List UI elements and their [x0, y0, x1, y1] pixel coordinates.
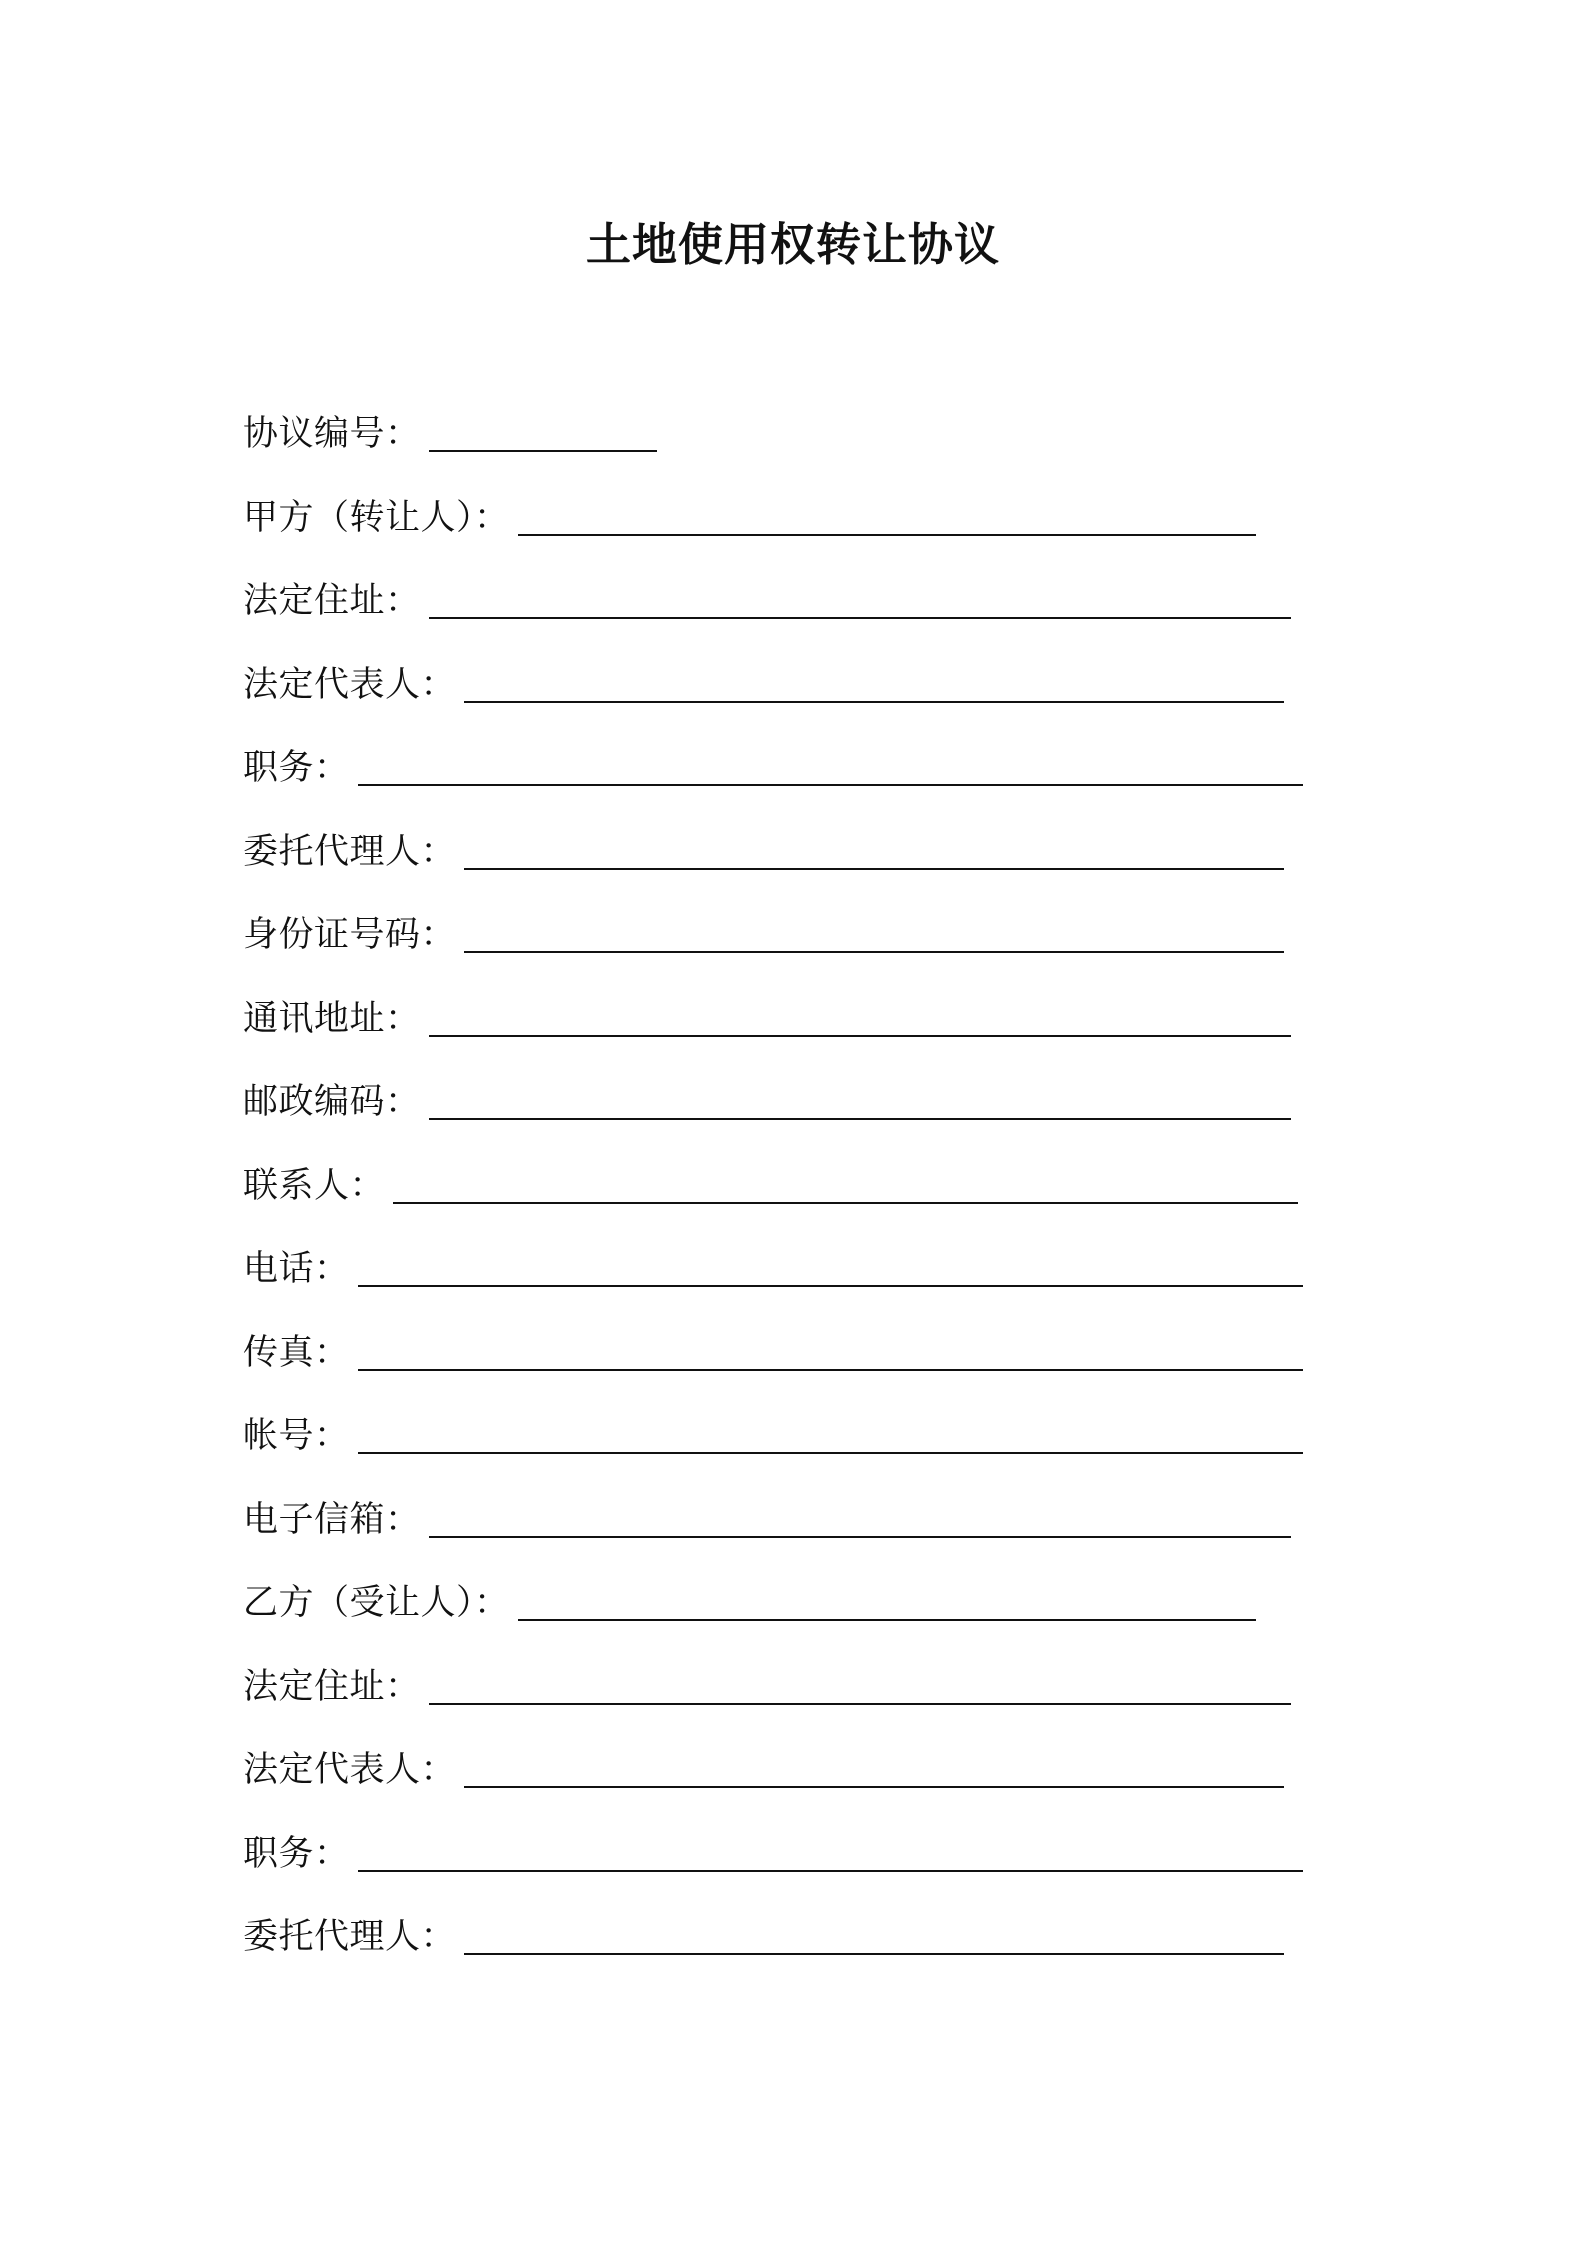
blank-line[interactable]	[429, 1490, 1291, 1538]
blank-line[interactable]	[464, 655, 1284, 703]
field-party-a-agent	[243, 822, 1383, 906]
field-party-b-legal-representative	[243, 1740, 1383, 1824]
field-party-b-legal-address	[243, 1657, 1383, 1741]
field-party-a-phone	[243, 1239, 1383, 1323]
field-agreement-number	[243, 404, 1383, 488]
blank-line[interactable]	[464, 1907, 1284, 1955]
field-label: 身份证号码：	[243, 915, 457, 955]
field-party-a-postal-code	[243, 1072, 1383, 1156]
document-title: 土地使用权转让协议	[585, 218, 1000, 271]
field-label: 职务：	[243, 748, 350, 788]
blank-line[interactable]	[358, 1239, 1303, 1287]
field-party-b-transferee	[243, 1573, 1383, 1657]
blank-line[interactable]	[393, 1156, 1298, 1204]
field-party-a-position	[243, 738, 1383, 822]
field-label: 联系人：	[243, 1165, 386, 1206]
party-info-form	[243, 404, 1383, 1991]
blank-line[interactable]	[518, 488, 1256, 536]
blank-line[interactable]	[358, 1824, 1303, 1872]
field-label: 电话：	[243, 1249, 350, 1289]
blank-line[interactable]	[429, 571, 1291, 619]
blank-line[interactable]	[464, 905, 1284, 953]
blank-line[interactable]	[429, 1072, 1291, 1120]
field-label: 职务：	[243, 1833, 350, 1874]
field-party-a-id-number	[243, 905, 1383, 989]
field-label: 帐号：	[243, 1416, 350, 1456]
blank-line[interactable]	[464, 1740, 1284, 1788]
field-label: 乙方（受让人）：	[243, 1583, 510, 1623]
field-party-a-mailing-address	[243, 989, 1383, 1073]
field-label: 甲方（转让人）：	[243, 497, 510, 538]
field-label: 法定代表人：	[243, 1750, 457, 1790]
blank-line[interactable]	[464, 822, 1284, 870]
field-label: 法定住址：	[243, 581, 421, 621]
field-label: 通讯地址：	[243, 998, 421, 1039]
field-party-a-fax	[243, 1323, 1383, 1407]
field-party-a-transferor	[243, 488, 1383, 572]
field-label: 传真：	[243, 1332, 350, 1373]
field-party-b-position	[243, 1824, 1383, 1908]
blank-line[interactable]	[358, 1323, 1303, 1371]
field-label: 协议编号：	[243, 414, 421, 454]
field-party-a-email	[243, 1490, 1383, 1574]
blank-line[interactable]	[518, 1573, 1256, 1621]
field-label: 电子信箱：	[243, 1499, 421, 1540]
blank-line[interactable]	[358, 1406, 1303, 1454]
field-party-a-legal-representative	[243, 655, 1383, 739]
field-party-a-legal-address	[243, 571, 1383, 655]
blank-line[interactable]	[429, 989, 1291, 1037]
field-party-a-contact	[243, 1156, 1383, 1240]
blank-line[interactable]	[429, 1657, 1291, 1705]
field-party-b-agent	[243, 1907, 1383, 1991]
field-label: 委托代理人：	[243, 1917, 457, 1957]
field-label: 委托代理人：	[243, 831, 457, 872]
field-party-a-account	[243, 1406, 1383, 1490]
blank-line[interactable]	[429, 404, 657, 452]
field-label: 法定住址：	[243, 1666, 421, 1707]
blank-line[interactable]	[358, 738, 1303, 786]
field-label: 法定代表人：	[243, 664, 457, 705]
field-label: 邮政编码：	[243, 1082, 421, 1122]
